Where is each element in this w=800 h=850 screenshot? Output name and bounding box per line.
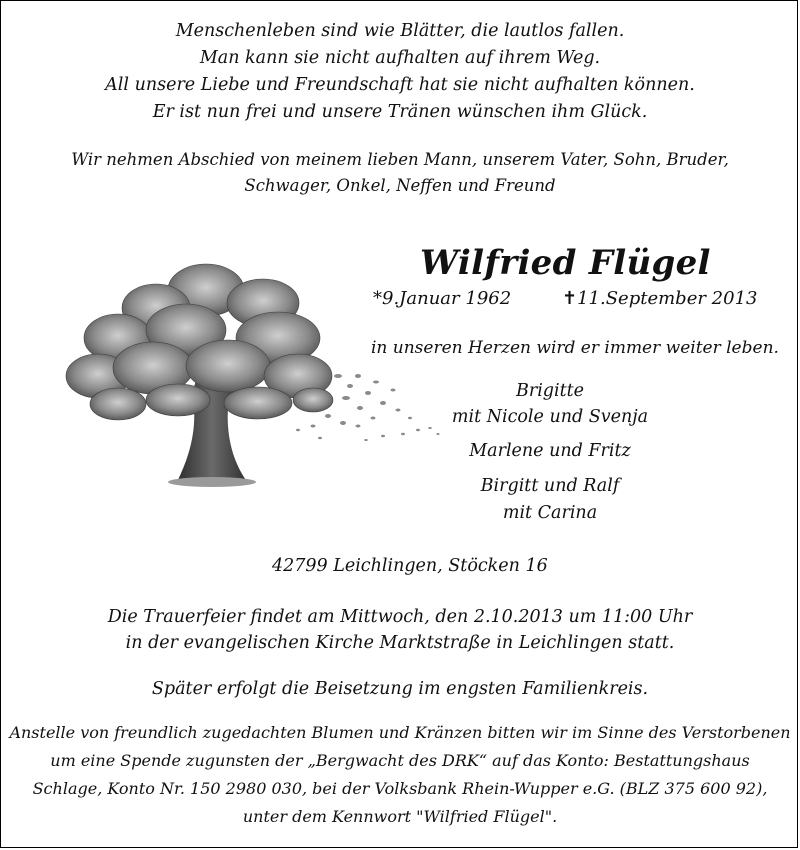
poem-line: All unsere Liebe und Freundschaft hat sie nicht aufhalten können. <box>105 75 695 95</box>
donation-line: um eine Spende zugunsten der „Bergwacht des DRK“ auf das Konto: Bestattungshaus <box>50 751 750 770</box>
motto: in unseren Herzen wird er immer weiter leben. <box>371 338 779 358</box>
mourner-line: Birgitt und Ralf <box>480 476 620 496</box>
farewell-line: Wir nehmen Abschied von meinem lieben Mann, unserem Vater, Sohn, Bruder, <box>71 150 729 169</box>
death-date: 11.September 2013 <box>577 288 758 309</box>
mourner-line: Marlene und Fritz <box>469 441 631 461</box>
cross-icon: ✝ <box>562 288 578 309</box>
mourner-line: mit Nicole und Svenja <box>451 407 649 427</box>
poem-line: Er ist nun frei und unsere Tränen wünschen ihm Glück. <box>152 102 648 122</box>
donation-line: Anstelle von freundlich zugedachten Blumen und Kränzen bitten wir im Sinne des Verstorbenen <box>9 723 791 742</box>
birth-date: *9.Januar 1962 <box>373 288 512 309</box>
poem-line: Menschenleben sind wie Blätter, die lautlos fallen. <box>175 21 625 41</box>
farewell-line: Schwager, Onkel, Neffen und Freund <box>244 176 556 195</box>
service-line: in der evangelischen Kirche Marktstraße in Leichlingen statt. <box>125 633 675 653</box>
mourner-line: mit Carina <box>502 503 598 523</box>
address: 42799 Leichlingen, Stöcken 16 <box>272 556 548 576</box>
mourner-line: Brigitte <box>515 381 585 401</box>
donation-line: Schlage, Konto Nr. 150 2980 030, bei der Volksbank Rhein-Wupper e.G. (BLZ 375 600 92), <box>32 779 768 798</box>
poem-line: Man kann sie nicht aufhalten auf ihrem Weg. <box>199 48 601 68</box>
deceased-name: Wilfried Flügel <box>420 243 711 283</box>
service-line: Die Trauerfeier findet am Mittwoch, den 2.10.2013 um 11:00 Uhr <box>107 607 693 627</box>
burial-info: Später erfolgt die Beisetzung im engsten Familienkreis. <box>151 679 649 699</box>
donation-line: unter dem Kennwort "Wilfried Flügel". <box>242 807 558 826</box>
death-date-group <box>562 288 758 309</box>
